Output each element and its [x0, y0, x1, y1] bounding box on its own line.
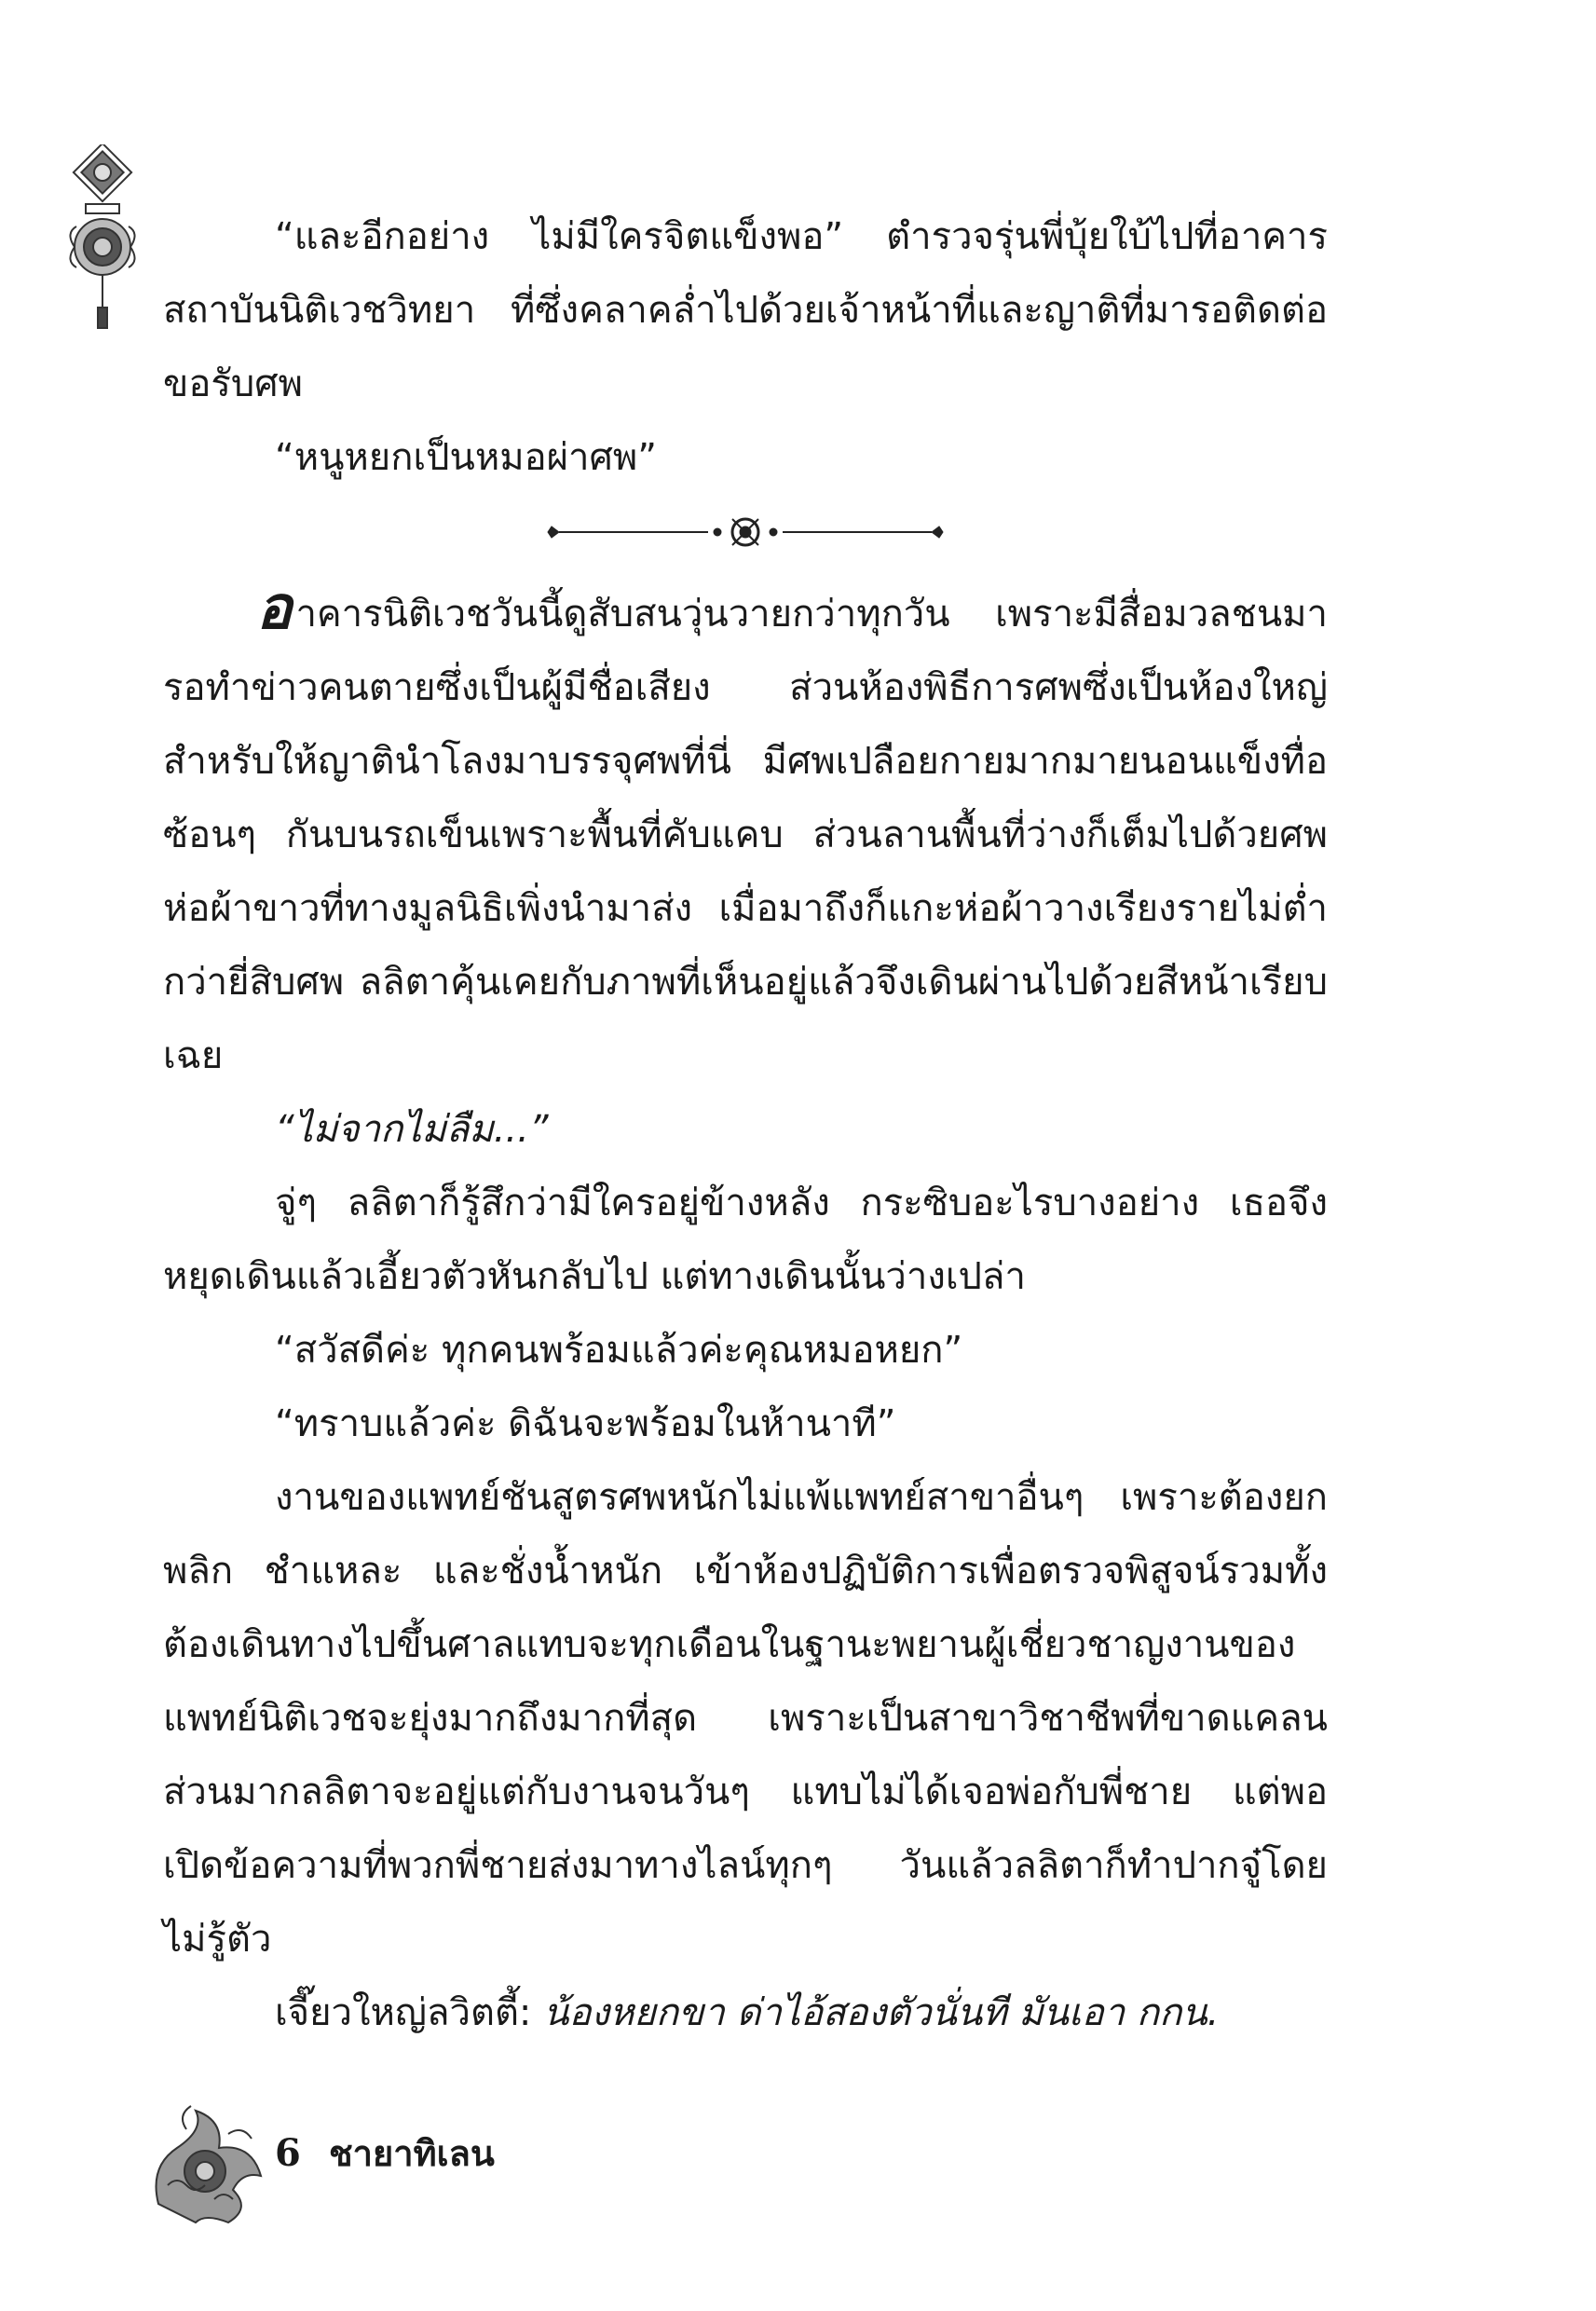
- decorative-dragon-icon: [140, 2092, 280, 2232]
- section-divider: [163, 495, 1328, 568]
- decorative-medallion-icon: [65, 144, 140, 340]
- flourish-divider-icon: [540, 513, 950, 551]
- paragraph: “และอีกอย่าง ไม่มีใครจิตแข็งพอ” ตำรวจรุ่นพี่บุ้ยใบ้ไปที่อาคารสถาบันนิติเวชวิทยา ที่ซึ่งคลาคล่ำไปด้วยเจ้าหน้าที่และญาติที่มารอติดต่อขอรับศพ: [163, 215, 1328, 405]
- chat-message: น้องหยกขา ด่าไอ้สองตัวนั่นที มันเอา กกน.: [543, 1991, 1220, 2034]
- paragraph: “ทราบแล้วค่ะ ดิฉันจะพร้อมในห้านาที”: [275, 1402, 896, 1445]
- paragraph: จู่ๆ ลลิตาก็รู้สึกว่ามีใครอยู่ข้างหลัง กระซิบอะไรบางอย่าง เธอจึงหยุดเดินแล้วเอี้ยวตัวหันกลับไป แต่ทางเดินนั้นว่างเปล่า: [163, 1182, 1328, 1298]
- page-number: 6: [275, 2130, 301, 2175]
- dropcap-letter: อ: [256, 573, 293, 643]
- dropcap-paragraph: [163, 573, 1328, 1093]
- chat-sender: เจี๊ยวใหญ่ลวิตตี้:: [275, 1991, 532, 2034]
- book-title: ชายาทิเลน: [328, 2132, 495, 2174]
- paragraph: “หนูหยกเป็นหมอผ่าศพ”: [275, 436, 657, 479]
- page-footer: [275, 2120, 495, 2185]
- chat-message-line: [163, 1976, 1328, 2050]
- paragraph: “สวัสดีค่ะ ทุกคนพร้อมแล้วค่ะคุณหมอหยก”: [275, 1329, 963, 1372]
- dropcap-rest: าคารนิติเวชวันนี้ดูสับสนวุ่นวายกว่าทุกวัน เพราะมีสื่อมวลชนมารอทำข่าวคนตายซึ่งเป็นผู้มีชื่อเสียง ส่วนห้องพิธีการศพซึ่งเป็นห้องใหญ่สำหรับให้ญาตินำโลงมาบรรจุศพที่นี่ มีศพเปลือยกายมากมายนอนแข็งทื่อซ้อนๆ กันบนรถเข็นเพราะพื้นที่คับแคบ ส่วนลานพื้นที่ว่างก็เต็มไปด้วยศพห่อผ้าขาวที่ทางมูลนิธิเพิ่งนำมาส่ง เมื่อมาถึงก็แกะห่อผ้าวางเรียงรายไม่ต่ำกว่ายี่สิบศพ ลลิตาคุ้นเคยกับภาพที่เห็นอยู่แล้วจึงเดินผ่านไปด้วยสีหน้าเรียบเฉย: [163, 593, 1328, 1077]
- body-text: [163, 200, 1328, 2050]
- paragraph: งานของแพทย์ชันสูตรศพหนักไม่แพ้แพทย์สาขาอื่นๆ เพราะต้องยก พลิก ชำแหละ และชั่งน้ำหนัก เข้าห้องปฏิบัติการเพื่อตรวจพิสูจน์รวมทั้งต้องเดินทางไปขึ้นศาลแทบจะทุกเดือนในฐานะพยานผู้เชี่ยวชาญงานของแพทย์นิติเวชจะยุ่งมากถึงมากที่สุด เพราะเป็นสาขาวิชาชีพที่ขาดแคลน ส่วนมากลลิตาจะอยู่แต่กับงานจนวันๆ แทบไม่ได้เจอพ่อกับพี่ชาย แต่พอเปิดข้อความที่พวกพี่ชายส่งมาทางไลน์ทุกๆ วันแล้วลลิตาก็ทำปากจู๋โดยไม่รู้ตัว: [163, 1476, 1328, 1961]
- paragraph: “ไม่จากไม่ลืม...”: [275, 1108, 549, 1151]
